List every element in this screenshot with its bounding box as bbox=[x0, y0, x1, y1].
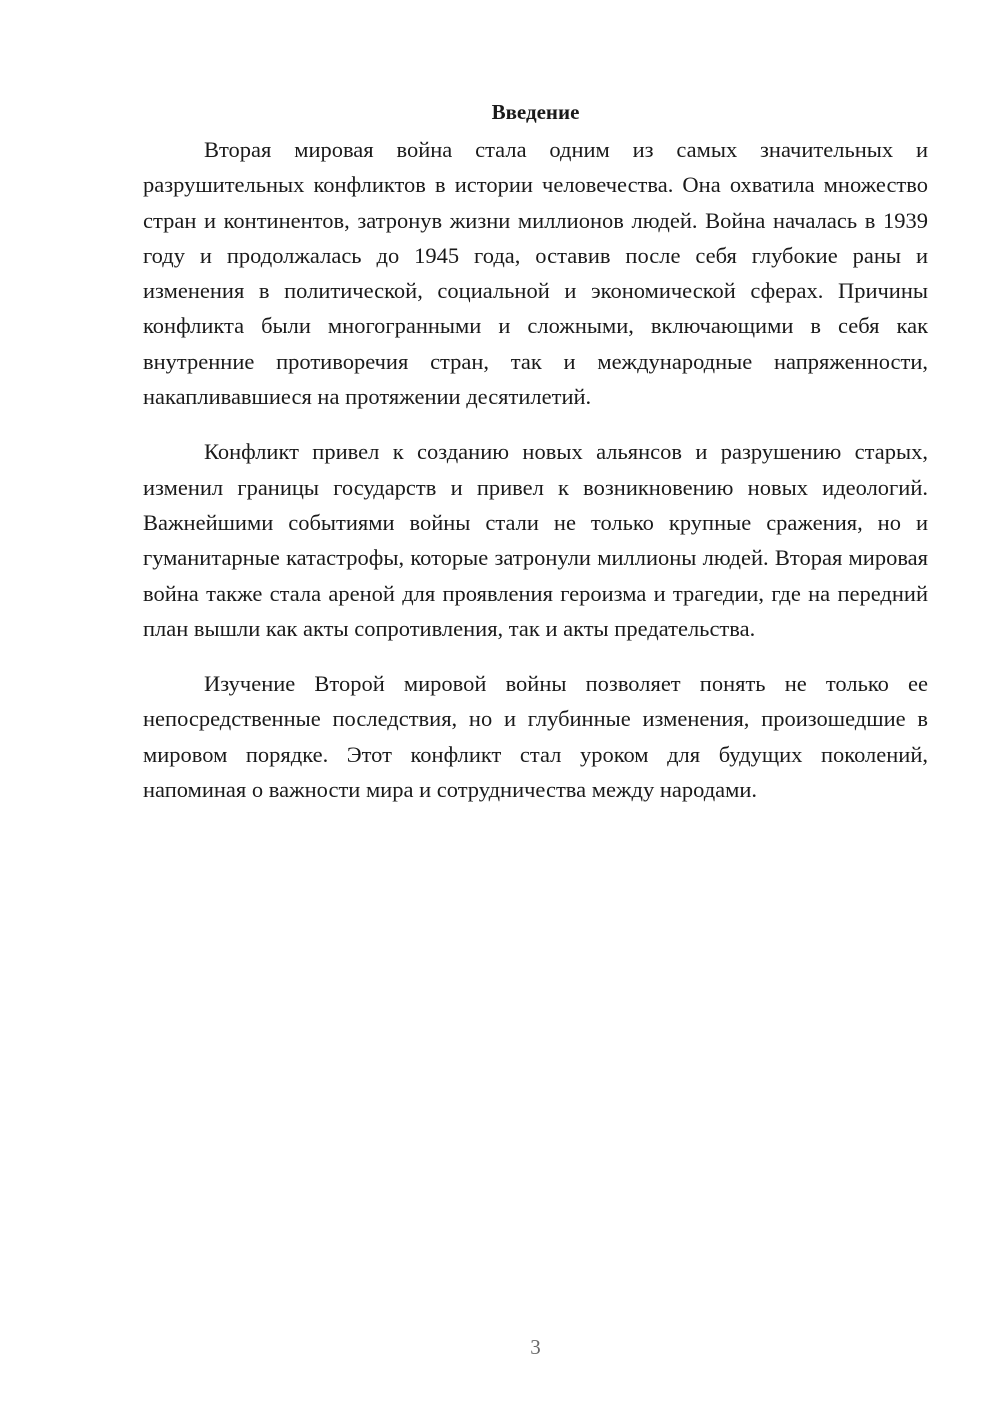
paragraph-3: Изучение Второй мировой войны позволяет понять не только ее непосредственные последствия, но и глубинные изменения, произошедшие в мировом порядке. Этот конфликт стал уроком для будущих поколений, напоминая о важности мира и сотрудничества между народами. bbox=[143, 671, 928, 803]
page-number: 3 bbox=[530, 1335, 541, 1359]
page-content bbox=[143, 92, 928, 807]
paragraph-1: Вторая мировая война стала одним из самых значительных и разрушительных конфликтов в истории человечества. Она охватила множество стран и континентов, затронув жизни миллионов людей. Война началась в 1939 году и продолжалась до 1945 года, оставив после себя глубокие раны и изменения в политической, социальной и экономической сферах. Причины конфликта были многогранными и сложными, включающими в себя как внутренние противоречия стран, так и международные напряженности, накапливавшиеся на протяжении десятилетий. bbox=[143, 137, 928, 410]
paragraph-2: Конфликт привел к созданию новых альянсов и разрушению старых, изменил границы государств и привел к возникновению новых идеологий. Важнейшими событиями войны стали не только крупные сражения, но и гуманитарные катастрофы, которые затронули миллионы людей. Вторая мировая война также стала ареной для проявления героизма и трагедии, где на передний план вышли как акты сопротивления, так и акты предательства. bbox=[143, 439, 928, 641]
section-title: Введение bbox=[491, 100, 580, 124]
